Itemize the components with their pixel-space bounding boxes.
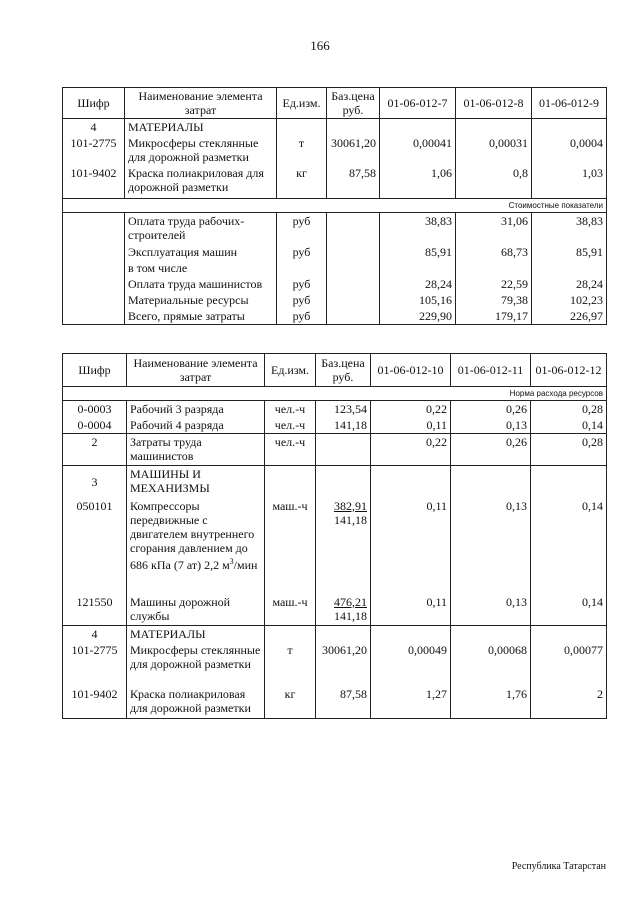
group-code: 4: [63, 119, 125, 136]
group-row-materials: [63, 626, 607, 643]
group-row-materials: [63, 119, 607, 136]
table-norms-012-10-12: [62, 353, 607, 719]
table-row: 101-9402 Краска полиакриловая для дорожной разметки кг 87,58 1,06 0,8 1,03: [63, 165, 607, 198]
col-header-name: Наименование элемента затрат: [127, 354, 265, 387]
table-row: 101-2775 Микросферы стеклянные для дорожной разметки т 30061,20 0,00049 0,00068 0,00077: [63, 642, 607, 686]
col-header-unit: Ед.изм.: [277, 88, 327, 119]
table-row: 050101 Компрессоры передвижные с двигателем внутреннего сгорания давлением до 686 кПа (7 ат) 2,2 $м^3$/мин маш.-ч 382,91 141,18 0,11 0,13 0,14: [63, 498, 607, 594]
table-costs-012-7-9: [62, 87, 607, 325]
group-code: 4: [63, 626, 127, 643]
summary-row: Оплата труда машинистов руб 28,24 22,59 28,24: [63, 276, 607, 292]
col-header-norm-8: 01-06-012-8: [456, 88, 532, 119]
col-header-unit: Ед.изм.: [265, 354, 316, 387]
table-row: 101-2775 Микросферы стеклянные для дорожной разметки т 30061,20 0,00041 0,00031 0,0004: [63, 135, 607, 165]
summary-row: Оплата труда рабочих-строителей руб 38,83 31,06 38,83: [63, 212, 607, 244]
summary-row: Материальные ресурсы руб 105,16 79,38 102,23: [63, 292, 607, 308]
table-row: 101-9402 Краска полиакриловая для дорожной разметки кг 87,58 1,27 1,76 2: [63, 686, 607, 718]
page-number: 166: [310, 38, 330, 53]
col-header-norm-11: 01-06-012-11: [451, 354, 531, 387]
summary-row: в том числе: [63, 260, 607, 276]
col-header-norm-9: 01-06-012-9: [532, 88, 607, 119]
section-label-row: [63, 198, 607, 212]
table-header: [63, 354, 607, 387]
section-label: Стоимостные показатели: [63, 198, 607, 212]
table-header: [63, 88, 607, 119]
col-header-code: Шифр: [63, 88, 125, 119]
summary-row: Эксплуатация машин руб 85,91 68,73 85,91: [63, 244, 607, 260]
group-title: МАТЕРИАЛЫ: [125, 119, 277, 136]
table-row: 0-0004 Рабочий 4 разряда чел.-ч 141,18 0,11 0,13 0,14: [63, 417, 607, 434]
group-row-operators: 2 Затраты труда машинистов чел.-ч 0,22 0,26 0,28: [63, 434, 607, 466]
group-title: МАТЕРИАЛЫ: [127, 626, 265, 643]
summary-row-total: Всего, прямые затраты руб 229,90 179,17 226,97: [63, 308, 607, 325]
group-code: 3: [63, 466, 127, 498]
section-label-row: [63, 387, 607, 401]
col-header-norm-12: 01-06-012-12: [531, 354, 607, 387]
col-header-price: Баз.цена руб.: [316, 354, 371, 387]
col-header-code: Шифр: [63, 354, 127, 387]
col-header-price: Баз.цена руб.: [327, 88, 380, 119]
group-row-machines: [63, 466, 607, 498]
col-header-norm-10: 01-06-012-10: [371, 354, 451, 387]
col-header-name: Наименование элемента затрат: [125, 88, 277, 119]
group-title: МАШИНЫ И МЕХАНИЗМЫ: [127, 466, 265, 498]
table-row: 0-0003 Рабочий 3 разряда чел.-ч 123,54 0,22 0,26 0,28: [63, 401, 607, 418]
section-label: Норма расхода ресурсов: [63, 387, 607, 401]
table-row: 121550 Машины дорожной службы маш.-ч 476,21 141,18 0,11 0,13 0,14: [63, 594, 607, 626]
footer-region: Республика Татарстан: [511, 861, 606, 872]
col-header-norm-7: 01-06-012-7: [380, 88, 456, 119]
